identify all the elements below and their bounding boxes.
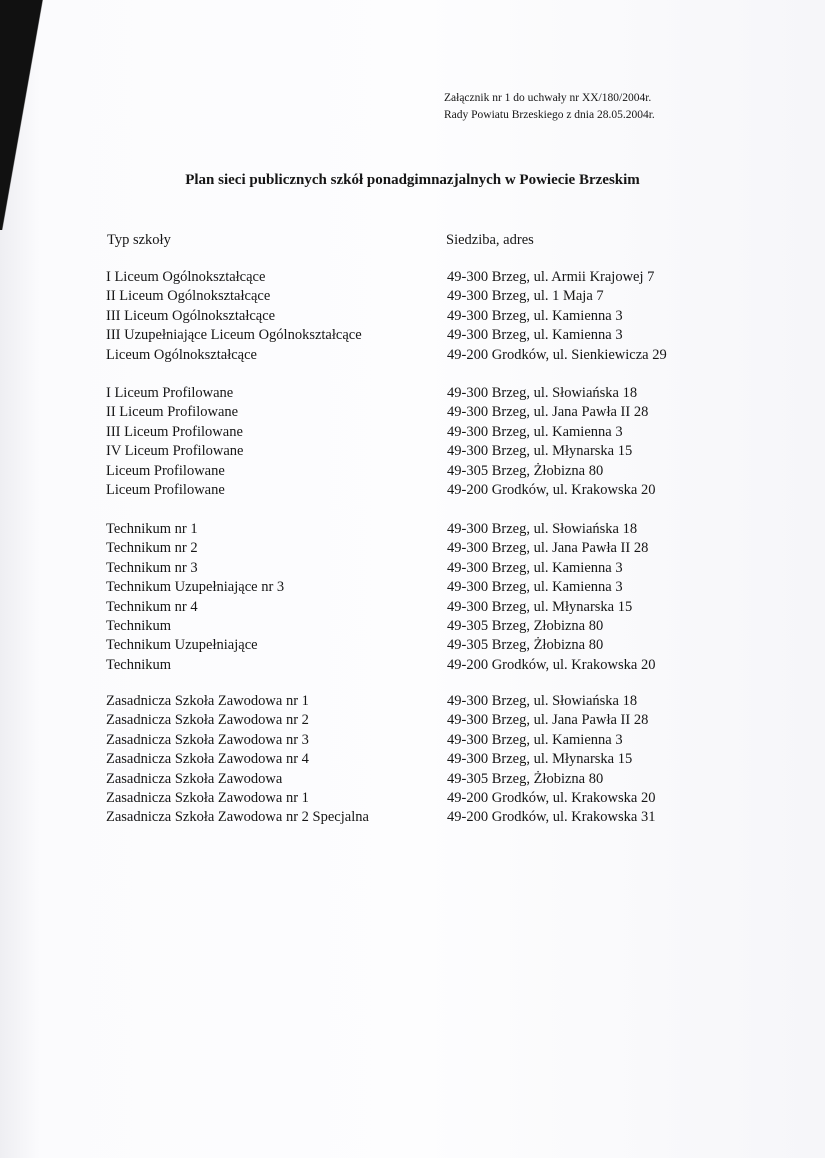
- school-address: 49-200 Grodków, ul. Krakowska 20: [447, 790, 656, 806]
- school-row: [0, 307, 825, 326]
- school-address: 49-300 Brzeg, ul. Młynarska 15: [447, 443, 633, 460]
- school-address: 49-300 Brzeg, ul. Kamienna 3: [447, 559, 623, 576]
- school-row: [0, 808, 825, 827]
- school-row: [0, 287, 825, 306]
- school-row: [0, 789, 825, 808]
- school-row: [0, 711, 825, 730]
- school-type: IV Liceum Profilowane: [106, 443, 244, 460]
- school-type: Zasadnicza Szkoła Zawodowa nr 2: [106, 712, 309, 729]
- school-type: I Liceum Ogólnokształcące: [106, 269, 266, 285]
- school-type: Technikum nr 4: [106, 598, 198, 615]
- school-row: [0, 559, 825, 578]
- school-type: Technikum Uzupełniające: [106, 637, 258, 654]
- school-type: Technikum nr 2: [106, 540, 198, 557]
- school-row: [0, 750, 825, 769]
- school-type: Technikum nr 1: [106, 521, 198, 537]
- school-type: III Uzupełniające Liceum Ogólnokształcące: [106, 327, 362, 344]
- school-type: Liceum Profilowane: [106, 462, 225, 479]
- school-address: 49-300 Brzeg, ul. Jana Pawła II 28: [447, 540, 649, 557]
- school-address: 49-305 Brzeg, Złobizna 80: [447, 618, 604, 634]
- school-type: II Liceum Ogólnokształcące: [106, 288, 271, 305]
- school-type: Technikum Uzupełniające nr 3: [106, 579, 285, 596]
- school-address: 49-300 Brzeg, ul. Kamienna 3: [447, 423, 623, 440]
- school-row: [0, 731, 825, 750]
- school-row: [0, 520, 825, 539]
- school-address: 49-200 Grodków, ul. Krakowska 31: [447, 809, 656, 826]
- school-address: 49-200 Grodków, ul. Krakowska 20: [447, 656, 656, 673]
- school-address: 49-300 Brzeg, ul. Słowiańska 18: [447, 385, 638, 401]
- school-row: [0, 268, 825, 287]
- school-address: 49-200 Grodków, ul. Krakowska 20: [447, 482, 656, 498]
- school-address: 49-300 Brzeg, ul. Armii Krajowej 7: [447, 269, 655, 285]
- school-type: Zasadnicza Szkoła Zawodowa nr 1: [106, 693, 309, 709]
- school-row: [0, 423, 825, 442]
- school-address: 49-305 Brzeg, Żłobizna 80: [447, 637, 604, 654]
- school-address: 49-200 Grodków, ul. Sienkiewicza 29: [447, 346, 667, 363]
- school-address: 49-300 Brzeg, ul. Kamienna 3: [447, 327, 623, 344]
- school-type: II Liceum Profilowane: [106, 404, 239, 421]
- school-address: 49-305 Brzeg, Żłobizna 80: [447, 462, 604, 479]
- school-row: [0, 578, 825, 597]
- school-address: 49-300 Brzeg, ul. Słowiańska 18: [447, 693, 638, 709]
- school-row: [0, 598, 825, 617]
- column-header-address: Siedziba, adres: [446, 232, 534, 248]
- school-row: [0, 442, 825, 461]
- school-type: Technikum: [106, 656, 172, 673]
- school-address: 49-300 Brzeg, ul. Młynarska 15: [447, 751, 633, 768]
- annex-line-1: Załącznik nr 1 do uchwały nr XX/180/2004r.: [444, 92, 652, 104]
- school-row: [0, 462, 825, 481]
- school-row: [0, 617, 825, 636]
- school-address: 49-300 Brzeg, ul. Kamienna 3: [447, 579, 623, 596]
- school-type: Liceum Profilowane: [106, 482, 225, 498]
- school-row: [0, 403, 825, 422]
- school-address: 49-300 Brzeg, ul. Kamienna 3: [447, 731, 623, 748]
- school-type: Zasadnicza Szkoła Zawodowa nr 3: [106, 731, 309, 748]
- column-header-type: Typ szkoły: [107, 232, 171, 248]
- school-type: Zasadnicza Szkoła Zawodowa nr 2 Specjalna: [106, 809, 369, 826]
- school-row: [0, 636, 825, 655]
- annex-line-2: Rady Powiatu Brzeskiego z dnia 28.05.2004r.: [444, 109, 655, 121]
- school-type: III Liceum Ogólnokształcące: [106, 307, 276, 324]
- school-type: Zasadnicza Szkoła Zawodowa: [106, 770, 283, 787]
- school-row: [0, 346, 825, 365]
- school-address: 49-300 Brzeg, ul. Jana Pawła II 28: [447, 712, 649, 729]
- school-row: [0, 384, 825, 403]
- school-address: 49-300 Brzeg, ul. Jana Pawła II 28: [447, 404, 649, 421]
- school-address: 49-305 Brzeg, Żłobizna 80: [447, 770, 604, 787]
- annex-note: [444, 90, 744, 124]
- school-row: [0, 692, 825, 711]
- scan-corner-shadow: [0, 0, 60, 230]
- school-type: Zasadnicza Szkoła Zawodowa nr 4: [106, 751, 309, 768]
- school-row: [0, 770, 825, 789]
- school-address: 49-300 Brzeg, ul. 1 Maja 7: [447, 288, 604, 305]
- school-type: III Liceum Profilowane: [106, 423, 243, 440]
- school-address: 49-300 Brzeg, ul. Młynarska 15: [447, 598, 633, 615]
- school-type: I Liceum Profilowane: [106, 385, 234, 401]
- school-address: 49-300 Brzeg, ul. Kamienna 3: [447, 307, 623, 324]
- school-type: Technikum: [106, 618, 172, 634]
- school-row: [0, 539, 825, 558]
- school-type: Liceum Ogólnokształcące: [106, 346, 257, 363]
- school-address: 49-300 Brzeg, ul. Słowiańska 18: [447, 521, 638, 537]
- page-title: Plan sieci publicznych szkół ponadgimnazjalnych w Powiecie Brzeskim: [185, 172, 640, 188]
- school-row: [0, 326, 825, 345]
- school-row: [0, 656, 825, 675]
- school-row: [0, 481, 825, 500]
- school-type: Technikum nr 3: [106, 559, 198, 576]
- school-type: Zasadnicza Szkoła Zawodowa nr 1: [106, 790, 309, 806]
